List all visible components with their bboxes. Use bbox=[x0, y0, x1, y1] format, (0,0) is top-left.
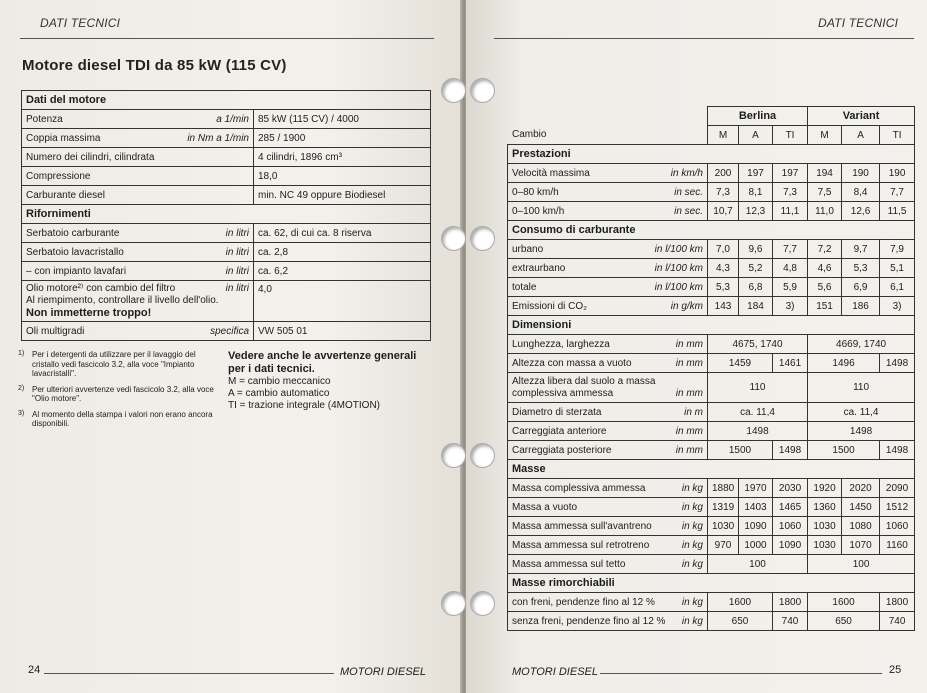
row-value: 740 bbox=[880, 612, 915, 631]
row-value: 7,5 bbox=[808, 183, 842, 202]
table-row bbox=[22, 322, 431, 341]
row-value: 7,7 bbox=[773, 240, 808, 259]
row-value: VW 505 01 bbox=[254, 322, 431, 341]
row-value: ca. 2,8 bbox=[254, 243, 431, 262]
row-value: 9,7 bbox=[842, 240, 880, 259]
row-value: 1880 bbox=[708, 479, 739, 498]
row-value: 4,8 bbox=[773, 259, 808, 278]
row-value: 1800 bbox=[773, 593, 808, 612]
row-value: 1160 bbox=[880, 536, 915, 555]
binder-hole bbox=[441, 443, 466, 468]
row-value: 8,4 bbox=[842, 183, 880, 202]
table-row bbox=[22, 243, 431, 262]
row-value: 3) bbox=[880, 297, 915, 316]
row-label: con freni, pendenze fino al 12 % bbox=[512, 596, 655, 608]
row-label: Carreggiata anteriore bbox=[512, 425, 607, 437]
row-value: 1465 bbox=[773, 498, 808, 517]
legend-line: M = cambio meccanico bbox=[228, 376, 331, 387]
row-value: 5,3 bbox=[708, 278, 739, 297]
row-label: 0–100 km/h bbox=[512, 205, 565, 217]
row-value: 186 bbox=[842, 297, 880, 316]
row-value: 12,6 bbox=[842, 202, 880, 221]
table-row bbox=[508, 202, 915, 221]
row-unit: in kg bbox=[681, 615, 703, 627]
right-footer-rule bbox=[600, 673, 882, 674]
row-label: Serbatoio carburante bbox=[26, 227, 120, 239]
row-value: 5,2 bbox=[739, 259, 773, 278]
row-value: 4 cilindri, 1896 cm³ bbox=[254, 148, 431, 167]
row-unit: in kg bbox=[681, 539, 703, 551]
row-value: 1920 bbox=[808, 479, 842, 498]
footnote: 3) Al momento della stampa i valori non erano ancora disponibili. bbox=[18, 409, 213, 428]
table-row bbox=[22, 129, 431, 148]
engine-section-header: Dati del motore bbox=[22, 91, 431, 110]
section-consumo: Consumo di carburante bbox=[508, 221, 915, 240]
row-value: 4675, 1740 bbox=[708, 335, 808, 354]
footnotes bbox=[18, 350, 223, 435]
row-value: 5,6 bbox=[808, 278, 842, 297]
row-value: 5,1 bbox=[880, 259, 915, 278]
row-unit: in km/h bbox=[670, 167, 703, 179]
row-value: 9,6 bbox=[739, 240, 773, 259]
left-header-rule bbox=[20, 38, 434, 39]
row-value: 7,2 bbox=[808, 240, 842, 259]
row-value: 1060 bbox=[773, 517, 808, 536]
oil-value: 4,0 bbox=[254, 281, 431, 322]
row-value: 970 bbox=[708, 536, 739, 555]
gear-header: TI bbox=[773, 126, 808, 145]
row-unit: in kg bbox=[681, 520, 703, 532]
row-value: 1498 bbox=[880, 441, 915, 460]
row-value: 1080 bbox=[842, 517, 880, 536]
row-value: ca. 62, di cui ca. 8 riserva bbox=[254, 224, 431, 243]
row-value: 184 bbox=[739, 297, 773, 316]
row-label: Carreggiata posteriore bbox=[512, 444, 612, 456]
section-prestazioni: Prestazioni bbox=[508, 145, 915, 164]
row-label: Altezza con massa a vuoto bbox=[512, 357, 632, 369]
gear-header: M bbox=[808, 126, 842, 145]
row-value: 285 / 1900 bbox=[254, 129, 431, 148]
row-unit: in litri bbox=[225, 265, 249, 277]
gear-header: A bbox=[739, 126, 773, 145]
row-unit: in mm bbox=[675, 357, 703, 369]
row-value: 1090 bbox=[773, 536, 808, 555]
row-value: 10,7 bbox=[708, 202, 739, 221]
binder-hole bbox=[441, 591, 466, 616]
row-unit: in Nm a 1/min bbox=[187, 132, 249, 144]
binder-hole bbox=[470, 78, 495, 103]
row-value: 1030 bbox=[808, 536, 842, 555]
row-label: – con impianto lavafari bbox=[26, 265, 127, 277]
row-label: Massa ammessa sul tetto bbox=[512, 558, 626, 570]
table-row bbox=[22, 281, 431, 322]
row-value: 7,0 bbox=[708, 240, 739, 259]
row-value: 190 bbox=[880, 164, 915, 183]
table-row bbox=[508, 297, 915, 316]
row-unit: in l/100 km bbox=[654, 281, 703, 293]
right-footer: MOTORI DIESEL bbox=[512, 666, 598, 678]
specs-table bbox=[507, 106, 915, 631]
binder-hole bbox=[470, 226, 495, 251]
row-label: Altezza libera dal suolo a massa complessiva ammessa bbox=[512, 375, 656, 399]
refill-section-header: Rifornimenti bbox=[22, 205, 431, 224]
binder-hole bbox=[441, 78, 466, 103]
row-label: Compressione bbox=[26, 170, 91, 182]
gear-header: M bbox=[708, 126, 739, 145]
row-unit: in kg bbox=[681, 482, 703, 494]
row-unit: in mm bbox=[675, 338, 703, 350]
row-value: 2030 bbox=[773, 479, 808, 498]
section-row bbox=[508, 221, 915, 240]
row-value: 650 bbox=[708, 612, 773, 631]
table-row bbox=[508, 164, 915, 183]
row-unit: in mm bbox=[675, 425, 703, 437]
row-value: 197 bbox=[773, 164, 808, 183]
row-unit: in kg bbox=[681, 501, 703, 513]
row-value: 1030 bbox=[808, 517, 842, 536]
legend-heading: Vedere anche le avvertenze generali per i dati tecnici. bbox=[228, 350, 417, 375]
row-unit: in litri bbox=[225, 227, 249, 239]
binder-hole bbox=[470, 443, 495, 468]
row-unit: in sec. bbox=[674, 186, 703, 198]
row-value: 110 bbox=[708, 373, 808, 403]
row-value: 1500 bbox=[708, 441, 773, 460]
row-value: 1970 bbox=[739, 479, 773, 498]
row-label: Numero dei cilindri, cilindrata bbox=[26, 151, 155, 163]
page-title: Motore diesel TDI da 85 kW (115 CV) bbox=[22, 57, 287, 74]
row-value: ca. 6,2 bbox=[254, 262, 431, 281]
table-row bbox=[22, 224, 431, 243]
table-row bbox=[508, 354, 915, 373]
section-row bbox=[508, 145, 915, 164]
gear-header: A bbox=[842, 126, 880, 145]
footnote: 2) Per ulteriori avvertenze vedi fascicolo 3.2, alla voce "Olio motore". bbox=[18, 384, 214, 403]
row-unit: in mm bbox=[675, 444, 703, 456]
row-value: 11,0 bbox=[808, 202, 842, 221]
table-row bbox=[508, 498, 915, 517]
row-label: Serbatoio lavacristallo bbox=[26, 246, 124, 258]
binder-hole bbox=[470, 591, 495, 616]
row-value: 7,3 bbox=[708, 183, 739, 202]
row-value: 11,5 bbox=[880, 202, 915, 221]
row-label: Potenza bbox=[26, 113, 63, 125]
row-value: 1512 bbox=[880, 498, 915, 517]
table-row bbox=[508, 612, 915, 631]
row-unit: in litri bbox=[225, 246, 249, 258]
row-value: 110 bbox=[808, 373, 915, 403]
row-value: 194 bbox=[808, 164, 842, 183]
row-value: 6,9 bbox=[842, 278, 880, 297]
table-row bbox=[508, 373, 915, 403]
row-value: 6,8 bbox=[739, 278, 773, 297]
row-unit: in kg bbox=[681, 558, 703, 570]
row-label: Diametro di sterzata bbox=[512, 406, 602, 418]
table-row bbox=[508, 240, 915, 259]
page-number-left: 24 bbox=[28, 664, 41, 676]
row-value: 1496 bbox=[808, 354, 880, 373]
oil-warning: Non immetterne troppo! bbox=[26, 307, 152, 319]
row-unit: in sec. bbox=[674, 205, 703, 217]
row-value: 5,9 bbox=[773, 278, 808, 297]
right-header: DATI TECNICI bbox=[818, 16, 899, 30]
row-value: 7,3 bbox=[773, 183, 808, 202]
left-footer-rule bbox=[44, 673, 334, 674]
page-number-right: 25 bbox=[889, 664, 902, 676]
row-unit: a 1/min bbox=[216, 113, 249, 125]
right-header-rule bbox=[494, 38, 914, 39]
engine-data-table bbox=[21, 90, 431, 341]
oil-instruction: Al riempimento, controllare il livello dell'olio. bbox=[26, 295, 219, 306]
left-header: DATI TECNICI bbox=[40, 16, 121, 30]
row-value: 8,1 bbox=[739, 183, 773, 202]
left-footer: MOTORI DIESEL bbox=[340, 666, 426, 678]
row-unit: in l/100 km bbox=[654, 262, 703, 274]
row-value: 1000 bbox=[739, 536, 773, 555]
row-label: Velocità massima bbox=[512, 167, 590, 179]
row-value: 1090 bbox=[739, 517, 773, 536]
row-label: Emissioni di CO₂ bbox=[512, 300, 588, 312]
row-value: min. NC 49 oppure Biodiesel bbox=[254, 186, 431, 205]
row-value: 1030 bbox=[708, 517, 739, 536]
row-value: 197 bbox=[739, 164, 773, 183]
row-label: Lunghezza, larghezza bbox=[512, 338, 610, 350]
row-value: 6,1 bbox=[880, 278, 915, 297]
row-label: Massa a vuoto bbox=[512, 501, 578, 513]
row-value: ca. 11,4 bbox=[708, 403, 808, 422]
table-row bbox=[22, 110, 431, 129]
row-value: 2090 bbox=[880, 479, 915, 498]
row-unit: in g/km bbox=[670, 300, 703, 312]
row-label: Coppia massima bbox=[26, 132, 101, 144]
table-row bbox=[508, 593, 915, 612]
row-value: 1800 bbox=[880, 593, 915, 612]
row-label: Carburante diesel bbox=[26, 189, 105, 201]
section-rimorchiabili: Masse rimorchiabili bbox=[508, 574, 915, 593]
row-value: 4,3 bbox=[708, 259, 739, 278]
binder-hole bbox=[441, 226, 466, 251]
row-value: 4669, 1740 bbox=[808, 335, 915, 354]
row-label: senza freni, pendenze fino al 12 % bbox=[512, 615, 666, 627]
row-value: 151 bbox=[808, 297, 842, 316]
gear-header: TI bbox=[880, 126, 915, 145]
row-value: 3) bbox=[773, 297, 808, 316]
table-row bbox=[508, 479, 915, 498]
table-row bbox=[508, 183, 915, 202]
row-label: urbano bbox=[512, 243, 544, 255]
row-label: extraurbano bbox=[512, 262, 566, 274]
table-row bbox=[508, 259, 915, 278]
row-value: 85 kW (115 CV) / 4000 bbox=[254, 110, 431, 129]
row-value: 1360 bbox=[808, 498, 842, 517]
row-value: 1600 bbox=[708, 593, 773, 612]
row-value: 143 bbox=[708, 297, 739, 316]
group-berlina: Berlina bbox=[708, 107, 808, 126]
row-value: 1070 bbox=[842, 536, 880, 555]
row-value: 1319 bbox=[708, 498, 739, 517]
row-label: Massa ammessa sull'avantreno bbox=[512, 520, 652, 532]
row-value: 12,3 bbox=[739, 202, 773, 221]
table-row bbox=[508, 517, 915, 536]
row-value: 100 bbox=[808, 555, 915, 574]
table-row bbox=[508, 441, 915, 460]
row-label: Oli multigradi bbox=[26, 325, 85, 337]
row-value: 1450 bbox=[842, 498, 880, 517]
cambio-label: Cambio bbox=[512, 129, 547, 140]
row-value: 1403 bbox=[739, 498, 773, 517]
row-value: 1498 bbox=[773, 441, 808, 460]
footnote: 1) Per i detergenti da utilizzare per il lavaggio del cristallo vedi fascicolo 3.2, alla voce "Impianto lavacristalli". bbox=[18, 350, 196, 378]
oil-unit: in litri bbox=[225, 283, 249, 294]
table-row bbox=[508, 536, 915, 555]
row-value: 2020 bbox=[842, 479, 880, 498]
table-row bbox=[22, 186, 431, 205]
row-value: 1498 bbox=[880, 354, 915, 373]
table-row bbox=[508, 278, 915, 297]
row-value: 200 bbox=[708, 164, 739, 183]
row-label: Massa complessiva ammessa bbox=[512, 482, 646, 494]
row-value: 1498 bbox=[708, 422, 808, 441]
row-value: 100 bbox=[708, 555, 808, 574]
row-value: 7,9 bbox=[880, 240, 915, 259]
oil-label: Olio motore²⁾ con cambio del filtro bbox=[26, 283, 176, 294]
row-unit: specifica bbox=[210, 325, 249, 337]
row-unit: in mm bbox=[675, 387, 703, 399]
row-unit: in m bbox=[684, 406, 703, 418]
row-label: totale bbox=[512, 281, 537, 293]
table-row bbox=[508, 422, 915, 441]
table-row bbox=[508, 335, 915, 354]
row-value: 1498 bbox=[808, 422, 915, 441]
row-value: 11,1 bbox=[773, 202, 808, 221]
row-value: 1500 bbox=[808, 441, 880, 460]
section-dimensioni: Dimensioni bbox=[508, 316, 915, 335]
row-value: ca. 11,4 bbox=[808, 403, 915, 422]
row-value: 1461 bbox=[773, 354, 808, 373]
section-masse: Masse bbox=[508, 460, 915, 479]
row-value: 740 bbox=[773, 612, 808, 631]
table-row bbox=[22, 262, 431, 281]
row-value: 18,0 bbox=[254, 167, 431, 186]
legend-note bbox=[228, 350, 433, 412]
group-variant: Variant bbox=[808, 107, 915, 126]
row-label: Massa ammessa sul retrotreno bbox=[512, 539, 650, 551]
row-unit: in kg bbox=[681, 596, 703, 608]
legend-line: TI = trazione integrale (4MOTION) bbox=[228, 400, 380, 411]
left-page bbox=[0, 0, 462, 693]
table-row bbox=[508, 555, 915, 574]
section-row bbox=[508, 316, 915, 335]
row-value: 1459 bbox=[708, 354, 773, 373]
row-unit: in l/100 km bbox=[654, 243, 703, 255]
table-row bbox=[22, 167, 431, 186]
section-row bbox=[508, 574, 915, 593]
table-row bbox=[22, 148, 431, 167]
row-value: 1600 bbox=[808, 593, 880, 612]
row-value: 1060 bbox=[880, 517, 915, 536]
row-label: 0–80 km/h bbox=[512, 186, 559, 198]
section-row bbox=[508, 460, 915, 479]
row-value: 650 bbox=[808, 612, 880, 631]
row-value: 190 bbox=[842, 164, 880, 183]
row-value: 7,7 bbox=[880, 183, 915, 202]
row-value: 4,6 bbox=[808, 259, 842, 278]
table-row bbox=[508, 403, 915, 422]
legend-line: A = cambio automatico bbox=[228, 388, 330, 399]
row-value: 5,3 bbox=[842, 259, 880, 278]
